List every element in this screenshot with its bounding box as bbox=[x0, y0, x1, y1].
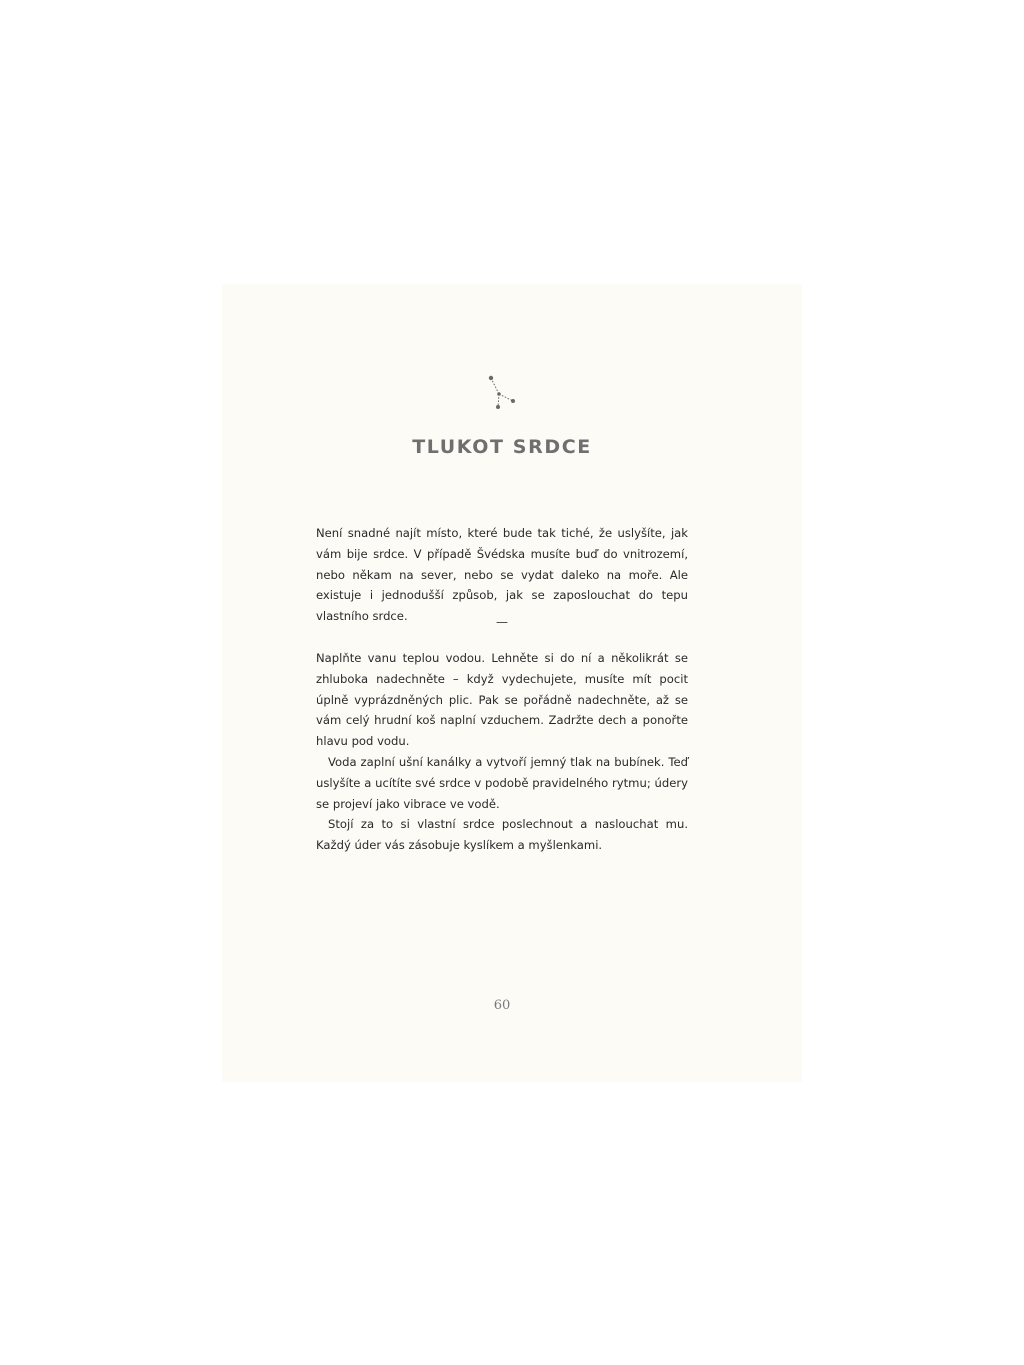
paragraph: Voda zaplní ušní kanálky a vytvoří jemný tlak na bubínek. Teď uslyšíte a ucítíte své srdce v podobě pravidelného rytmu; údery se projeví jako vibrace ve vodě. bbox=[316, 754, 688, 811]
paragraph: Naplňte vanu teplou vodou. Lehněte si do ní a několikrát se zhluboka nadechněte – když vydechujete, musíte mít pocit úplně vyprázdněných plic. Pak se pořádně nadechněte, až se vám celý hrudní koš naplní vzduchem. Zadržte dech a ponořte hlavu pod vodu. bbox=[316, 651, 688, 749]
section-2 bbox=[316, 648, 688, 856]
chapter-title: TLUKOT SRDCE bbox=[412, 436, 592, 458]
paragraph: Stojí za to si vlastní srdce poslechnout a naslouchat mu. Každý úder vás zásobuje kyslíkem a myšlenkami. bbox=[316, 817, 688, 853]
section-separator: — bbox=[496, 615, 508, 629]
constellation-icon bbox=[484, 372, 520, 414]
paragraph: Není snadné najít místo, které bude tak tiché, že uslyšíte, jak vám bije srdce. V případě Švédska musíte buď do vnitrozemí, nebo někam na sever, nebo se vydat daleko na moře. Ale existuje i jednodušší způsob, jak se zaposlouchat do tepu vlastního srdce. bbox=[316, 526, 688, 624]
page-number: 60 bbox=[493, 998, 511, 1013]
